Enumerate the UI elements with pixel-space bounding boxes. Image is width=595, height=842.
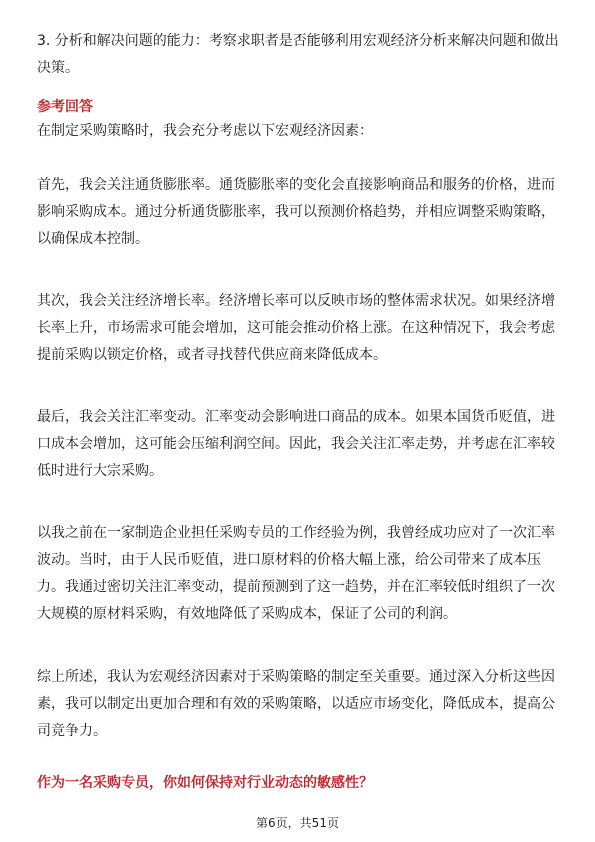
paragraph-exchange-rate: 最后，我会关注汇率变动。汇率变动会影响进口商品的成本。如果本国货币贬值，进口成本会增加，这可能会压缩利润空间。因此，我会关注汇率走势，并考虑在汇率较低时进行大宗采购。: [37, 409, 555, 479]
paragraph-intro: 在制定采购策略时，我会充分考虑以下宏观经济因素：: [37, 123, 373, 139]
paragraph-growth: 其次，我会关注经济增长率。经济增长率可以反映市场的整体需求状况。如果经济增长率上升，市场需求可能会增加，这可能会推动价格上涨。在这种情况下，我会考虑提前采购以锁定价格，或者寻找替代供应商来降低成本。: [37, 293, 555, 363]
question-line: 3. 分析和解决问题的能力：考察求职者是否能够利用宏观经济分析来解决问题和做出决策。: [37, 33, 559, 76]
page-number-footer: 第6页，共51页: [256, 816, 339, 830]
next-question: 作为一名采购专员，你如何保持对行业动态的敏感性？: [37, 775, 373, 791]
answer-heading: 参考回答: [37, 99, 93, 115]
paragraph-inflation: 首先，我会关注通货膨胀率。通货膨胀率的变化会直接影响商品和服务的价格，进而影响采购成本。通过分析通货膨胀率，我可以预测价格趋势，并相应调整采购策略，以确保成本控制。: [37, 177, 555, 247]
paragraph-conclusion: 综上所述，我认为宏观经济因素对于采购策略的制定至关重要。通过深入分析这些因素，我可以制定出更加合理和有效的采购策略，以适应市场变化，降低成本，提高公司竞争力。: [37, 669, 555, 739]
paragraph-example: 以我之前在一家制造企业担任采购专员的工作经验为例，我曾经成功应对了一次汇率波动。当时，由于人民币贬值，进口原材料的价格大幅上涨，给公司带来了成本压力。我通过密切关注汇率变动，提前预测到了这一趋势，并在汇率较低时组织了一次大规模的原材料采购，有效地降低了采购成本，保证了公司的利润。: [37, 525, 555, 622]
